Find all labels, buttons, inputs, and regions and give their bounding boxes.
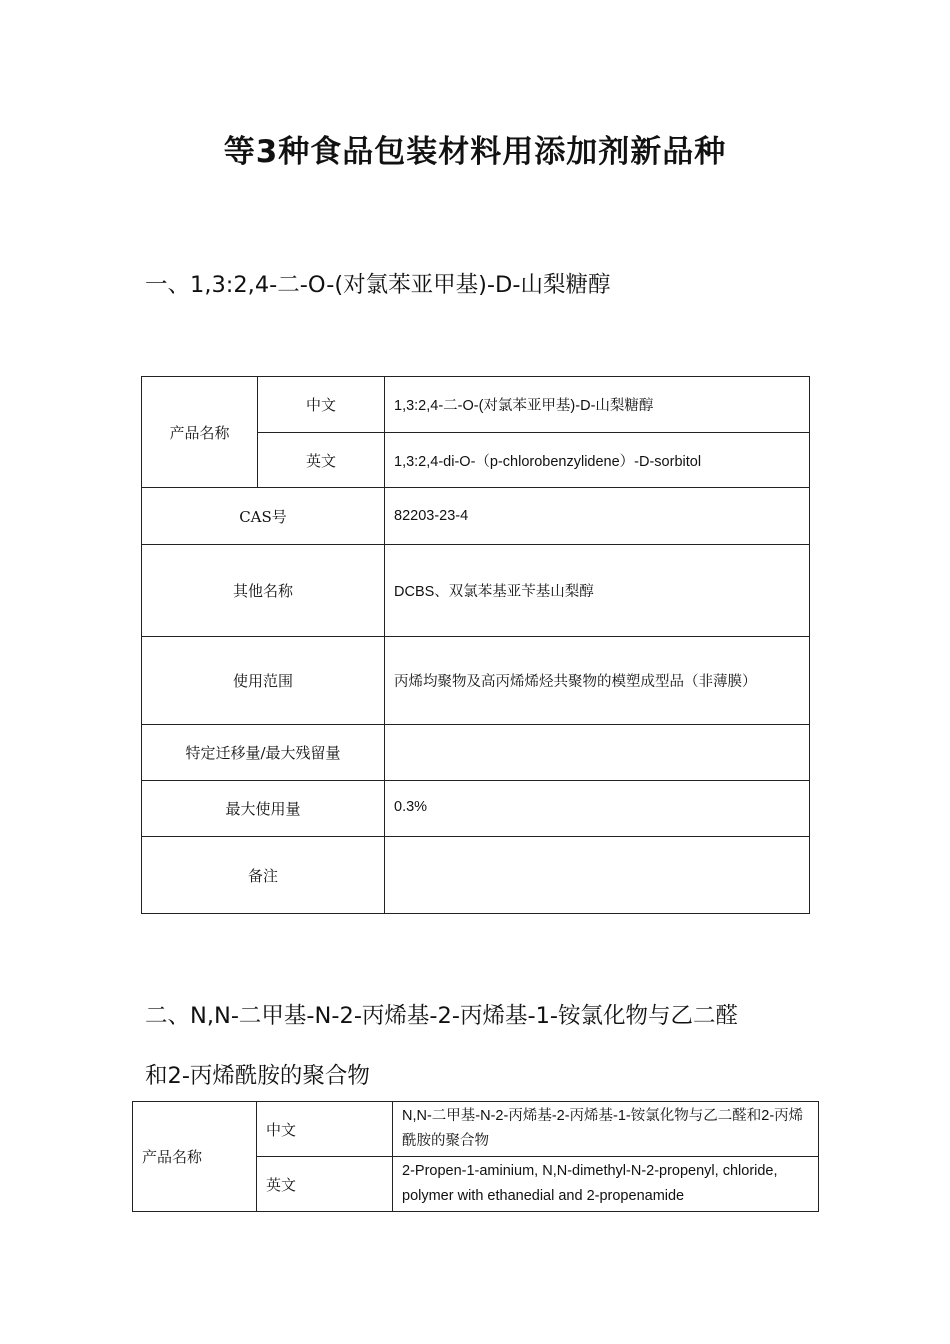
migration-label: 特定迁移量/最大残留量 xyxy=(142,725,385,781)
other-names-value: DCBS、双氯苯基亚苄基山梨醇 xyxy=(385,545,810,637)
section-2-table xyxy=(132,1101,819,1212)
section-1-heading: 一、1,3:2,4-二-O-(对氯苯亚甲基)-D-山梨糖醇 xyxy=(145,272,611,298)
max-usage-value: 0.3% xyxy=(385,781,810,837)
product-name-label: 产品名称 xyxy=(133,1102,257,1212)
remarks-value xyxy=(385,837,810,914)
chinese-label: 中文 xyxy=(258,377,385,433)
scope-label: 使用范围 xyxy=(142,637,385,725)
section-2-heading-line-1: 二、N,N-二甲基-N-2-丙烯基-2-丙烯基-1-铵氯化物与乙二醛 xyxy=(145,1003,739,1029)
chinese-label: 中文 xyxy=(257,1102,393,1157)
other-names-label: 其他名称 xyxy=(142,545,385,637)
migration-value xyxy=(385,725,810,781)
section-2-heading-line-2: 和2-丙烯酰胺的聚合物 xyxy=(145,1063,370,1089)
section-1-table xyxy=(141,376,810,914)
scope-value: 丙烯均聚物及高丙烯烯烃共聚物的模塑成型品（非薄膜） xyxy=(385,637,810,725)
remarks-label: 备注 xyxy=(142,837,385,914)
english-value: 1,3:2,4-di-O-（p-chlorobenzylidene）-D-sorbitol xyxy=(385,433,810,488)
chinese-value: N,N-二甲基-N-2-丙烯基-2-丙烯基-1-铵氯化物与乙二醛和2-丙烯酰胺的聚合物 xyxy=(393,1102,819,1157)
product-name-label: 产品名称 xyxy=(142,377,258,488)
max-usage-label: 最大使用量 xyxy=(142,781,385,837)
cas-value: 82203-23-4 xyxy=(385,488,810,545)
cas-label: CAS号 xyxy=(142,488,385,545)
english-label: 英文 xyxy=(258,433,385,488)
english-label: 英文 xyxy=(257,1157,393,1212)
page-title: 等3种食品包装材料用添加剂新品种 xyxy=(223,134,727,170)
chinese-value: 1,3:2,4-二-O-(对氯苯亚甲基)-D-山梨糖醇 xyxy=(385,377,810,433)
english-value: 2-Propen-1-aminium, N,N-dimethyl-N-2-propenyl, chloride, polymer with ethanedial and 2-propenamide xyxy=(393,1157,819,1212)
section-2-heading xyxy=(145,986,738,1106)
